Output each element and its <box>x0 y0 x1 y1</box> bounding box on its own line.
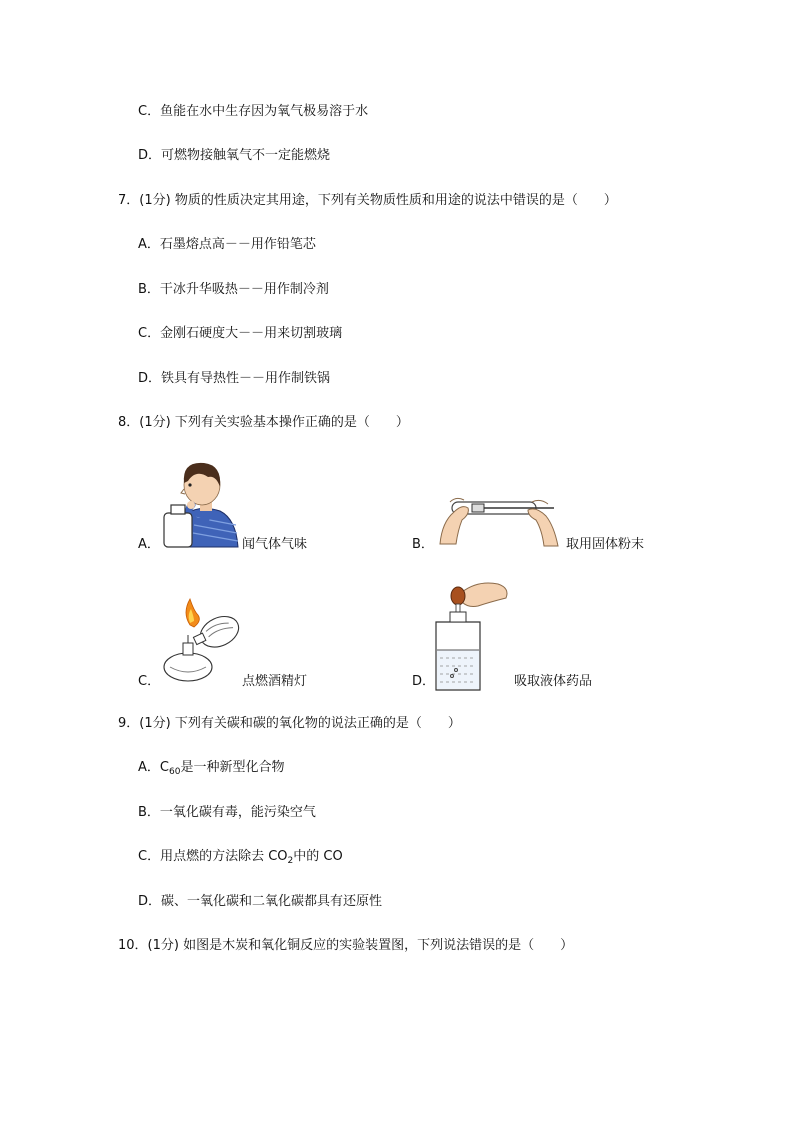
figure-alcohol-lamp <box>160 595 244 691</box>
option-letter: A． <box>138 237 160 252</box>
option-letter: B． <box>138 282 160 297</box>
q7-option-a <box>138 235 316 255</box>
q8-option-d-caption: 吸取液体药品 <box>514 674 593 689</box>
option-text-pre: C <box>159 760 169 775</box>
option-letter: D． <box>138 371 162 386</box>
option-text-post: 中的 CO <box>293 849 343 864</box>
question-9-stem: 9．(1分) 下列有关碳和碳的氧化物的说法正确的是（ ） <box>118 716 461 731</box>
option-text: 鱼能在水中生存因为氧气极易溶于水 <box>160 104 369 119</box>
question-8-stem: 8．(1分) 下列有关实验基本操作正确的是（ ） <box>118 415 409 430</box>
q8-option-b-caption: 取用固体粉末 <box>566 537 645 552</box>
option-text-pre: 用点燃的方法除去 CO <box>160 849 288 864</box>
q7-option-c <box>138 324 342 344</box>
option-text-post: 是一种新型化合物 <box>180 760 285 775</box>
q8-option-d-letter: D． <box>412 674 436 689</box>
option-text: 金刚石硬度大－－用来切割玻璃 <box>160 326 343 341</box>
q7-option-d <box>138 369 330 389</box>
option-letter: C． <box>138 104 161 119</box>
question-10-stem: 10．(1分) 如图是木炭和氧化铜反应的实验装置图，下列说法错误的是（ ） <box>118 938 574 953</box>
figure-solid-powder <box>436 482 562 552</box>
option-letter: D． <box>138 894 162 909</box>
option-subscript: 60 <box>168 767 181 777</box>
q8-option-c-letter: C． <box>138 674 161 689</box>
question-7-stem: 7．(1分) 物质的性质决定其用途，下列有关物质性质和用途的说法中错误的是（ ） <box>118 193 617 208</box>
option-c-prev <box>138 102 368 122</box>
option-letter: D． <box>138 148 162 163</box>
option-d-prev <box>138 146 330 166</box>
q9-option-d <box>138 892 382 912</box>
q7-option-b <box>138 280 329 300</box>
q8-option-b-letter: B． <box>412 537 434 552</box>
option-text: 一氧化碳有毒，能污染空气 <box>159 805 316 820</box>
q8-option-c-caption: 点燃酒精灯 <box>242 674 308 689</box>
q9-option-b <box>138 803 316 823</box>
q9-option-c <box>138 847 343 867</box>
q8-option-a-caption: 闻气体气味 <box>242 537 308 552</box>
q8-option-a-letter: A． <box>138 537 160 552</box>
option-letter: C． <box>138 849 161 864</box>
option-text: 碳、一氧化碳和二氧化碳都具有还原性 <box>161 894 383 909</box>
figure-smelling-gas <box>160 455 240 554</box>
q9-option-a <box>138 758 284 778</box>
option-text: 铁具有导热性－－用作制铁锅 <box>161 371 331 386</box>
option-letter: C． <box>138 326 161 341</box>
option-text: 干冰升华吸热－－用作制冷剂 <box>159 282 329 297</box>
option-subscript: 2 <box>287 856 294 866</box>
option-letter: A． <box>138 760 160 775</box>
figure-dropper-bottle <box>432 576 512 696</box>
option-text: 石墨熔点高－－用作铅笔芯 <box>159 237 316 252</box>
option-letter: B． <box>138 805 160 820</box>
option-text: 可燃物接触氧气不一定能燃烧 <box>161 148 331 163</box>
